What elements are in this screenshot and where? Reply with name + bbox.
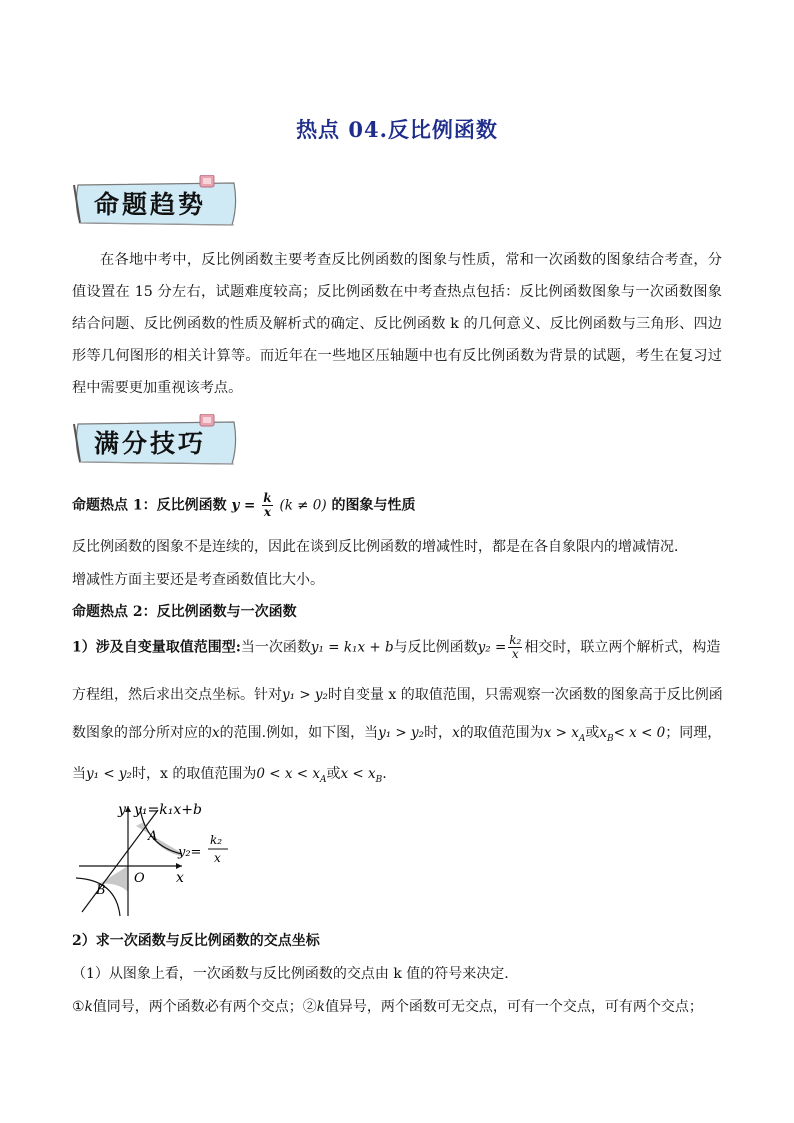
p1l3-text-2: 的范围.例如，如下图，当 <box>219 725 379 741</box>
p1l4-sub-3: B <box>375 774 383 785</box>
p1l3-text-4: 的取值范围为 <box>459 725 544 741</box>
p1l3-formula-5b: < x < 0 <box>613 725 666 741</box>
p1l3-text-1: 数图象的部分所对应的 <box>72 725 212 741</box>
p1-line-2 <box>72 684 722 704</box>
p2-line-1: （1）从图象上看，一次函数与反比例函数的交点由 k 值的符号来决定. <box>72 966 509 982</box>
banner-label-trend: 命题趋势 <box>94 190 207 219</box>
p2-line-2 <box>72 996 722 1016</box>
p1-fraction <box>508 634 522 661</box>
hot1-heading <box>72 492 722 519</box>
p1-text-1: 当一次函数 <box>240 639 311 656</box>
p1-frac-num: k₂ <box>509 633 522 647</box>
p2-heading: 2）求一次函数与反比例函数的交点坐标 <box>72 933 320 949</box>
p2l2-text-1: ① <box>72 999 85 1015</box>
section-banner-trend <box>72 175 244 231</box>
p1l4-formula-2: 0 < x < x <box>256 766 320 782</box>
section-banner-skills <box>72 414 244 470</box>
p1l3-formula-1: x <box>212 725 220 741</box>
origin-label: O <box>134 871 145 886</box>
p1l3-sub-4: A <box>578 733 586 744</box>
p1l2-formula-1: y₁ > y₂ <box>282 687 328 703</box>
hot1-fraction <box>262 492 272 519</box>
hyperbola-label-lhs: y₂= <box>178 845 202 860</box>
hot1-formula-lhs: y = <box>231 497 256 514</box>
p1-line-3 <box>72 722 722 744</box>
hot1-formula-cond: (k ≠ 0) <box>279 497 327 514</box>
function-graph-figure <box>74 800 234 918</box>
hot1-frac-num: k <box>263 491 272 505</box>
p1-formula-1: y₁ = k₁x + b <box>310 639 394 656</box>
hot1-line-1: 反比例函数的图象不是连续的，因此在谈到反比例函数的增减性时，都是在各自象限内的增减情况． <box>72 539 688 555</box>
p1l3-formula-4: x > x <box>543 725 579 741</box>
p2l2-text-2: 值同号，两个函数必有两个交点；② <box>92 999 317 1015</box>
hot2-heading: 命题热点 2：反比例函数与一次函数 <box>72 604 297 620</box>
function-graph <box>74 800 234 918</box>
p1l4-sub-2: A <box>319 774 327 785</box>
p1l4-text-3: 或 <box>326 766 341 782</box>
page-title: 热点 04.反比例函数 <box>296 117 498 142</box>
p1-frac-den: x <box>511 647 519 661</box>
p1l4-formula-3: x < x <box>340 766 376 782</box>
hot1-line-2: 增减性方面主要还是考查函数值比大小。 <box>72 572 324 588</box>
p1l3-sub-5: B <box>606 733 614 744</box>
banner-label-skills: 满分技巧 <box>94 429 207 458</box>
x-axis-arrow-icon <box>176 863 182 869</box>
p1l3-text-5: 或 <box>585 725 600 741</box>
point-a-label: A <box>148 829 158 844</box>
y-axis-label: y <box>118 802 126 818</box>
p1-line-1 <box>72 634 722 661</box>
p1l4-text-4: . <box>382 766 387 782</box>
p1l2-text-2: 时自变量 x 的取值范围，只需观察一次函数的图象高于反比例函 <box>327 687 723 703</box>
p1l3-formula-2: y₁ > y₂ <box>378 725 425 741</box>
hot1-frac-den: x <box>263 505 271 519</box>
p1l3-formula-3: x <box>452 725 460 741</box>
p1l4-formula-1: y₁ < y₂ <box>86 766 132 782</box>
hyperbola-label-den: x <box>214 851 221 865</box>
hyperbola-label-num: k₂ <box>210 833 223 847</box>
x-axis-label: x <box>176 870 184 886</box>
p1l3-formula-5: x <box>599 725 607 741</box>
p1l4-text-2: 时，x 的取值范围为 <box>131 766 257 782</box>
p2l2-k-2: k <box>316 999 325 1015</box>
line-label: y₁=k₁x+b <box>134 802 202 818</box>
p1l4-text-1: 当 <box>72 766 86 782</box>
hot1-label: 命题热点 1：反比例函数 <box>72 497 227 514</box>
p1-text-2: 与反比例函数 <box>393 639 478 656</box>
p1l3-text-6: ；同理， <box>665 725 722 741</box>
p1l2-text-1: 方程组，然后求出交点坐标。针对 <box>72 687 282 703</box>
point-b-label: B <box>96 883 106 898</box>
p1-label: 1）涉及自变量取值范围型: <box>72 639 241 656</box>
p2l2-k-1: k <box>84 999 93 1015</box>
p2l2-text-3: 值异号，两个函数可无交点，可有一个交点，可有两个交点； <box>324 999 703 1015</box>
p1-text-3: 相交时，联立两个解析式，构造 <box>524 639 721 656</box>
linear-function-line <box>82 810 158 912</box>
hot1-suffix: 的图象与性质 <box>331 497 416 514</box>
intro-paragraph: 在各地中考中，反比例函数主要考查反比例函数的图象与性质，常和一次函数的图象结合考查，分值设置在 15 分左右，试题难度较高；反比例函数在中考查热点包括：反比例函数图象与一次函数图象结合问题、反比例函数的性质及解析式的确定、反比例函数 k 的几何意义、反比例函数与三角形、四边形等几何图形的相关计算等。而近年在一些地区压轴题中也有反比例函数为背景的试题，考生在复习过程中需要更加重视该考点。 <box>72 252 722 396</box>
p1-formula-2-lhs: y₂ = <box>477 639 507 656</box>
p1-line-4 <box>72 763 722 785</box>
p1l3-text-3: 时， <box>424 725 453 741</box>
